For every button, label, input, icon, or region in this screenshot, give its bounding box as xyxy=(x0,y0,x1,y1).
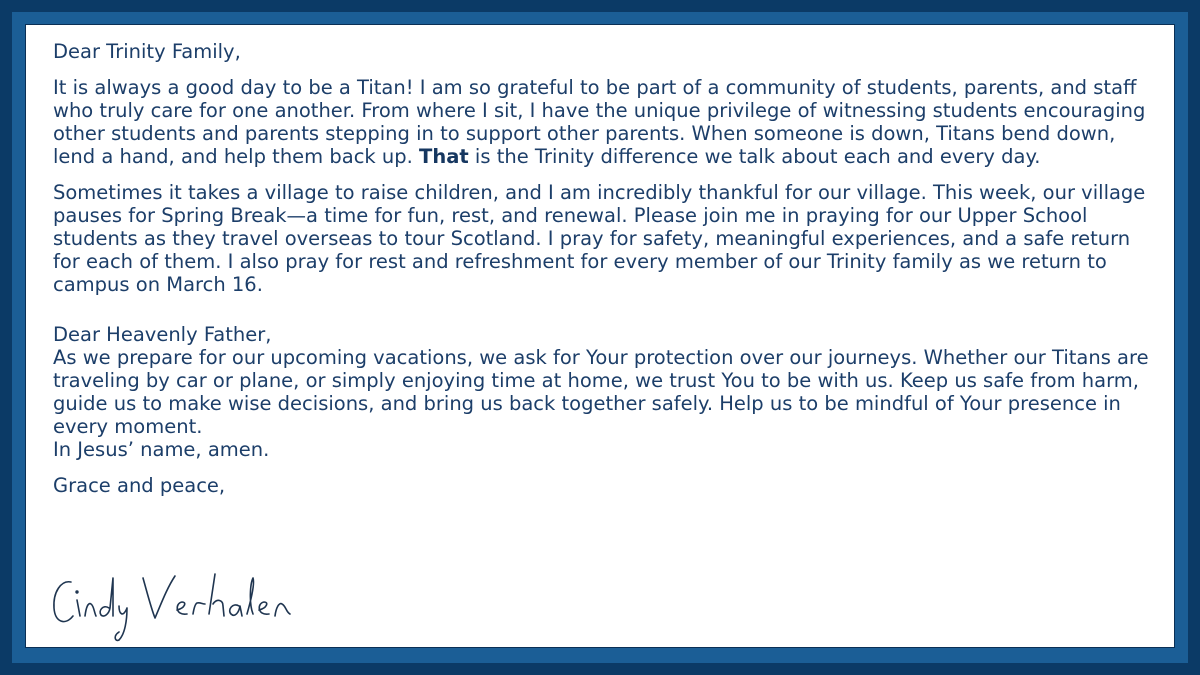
signature-r xyxy=(193,603,205,614)
prayer-opening: Dear Heavenly Father, xyxy=(53,323,272,346)
signature-i-dot xyxy=(76,591,78,593)
signature-c xyxy=(54,582,73,622)
salutation: Dear Trinity Family, xyxy=(53,40,241,63)
signature-a xyxy=(230,605,242,616)
signature xyxy=(47,564,307,644)
signature-y xyxy=(115,606,127,640)
paragraph-2: Sometimes it takes a village to raise children, and I am incredibly thankful for our village. This week, our village pauses for Spring Break—a time for fun, rest, and renewal. Please join me in praying for our Upper School students as they travel overseas to tour Scotland. I pray for safety, meaningful experiences, and a safe return for each of them. I also pray for rest and refreshment for every member of our Trinity family as we return to campus on March 16. xyxy=(53,181,1146,296)
prayer-body: As we prepare for our upcoming vacations, we ask for Your protection over our journeys. Whether our Titans are traveling by car or plane, or simply enjoying time at home, we trust You to be with us. Keep us safe from harm, guide us to make wise decisions, and bring us back together safely. Help us to be mindful of Your presence in every moment. xyxy=(53,346,1149,438)
paragraph-1 xyxy=(53,76,1153,168)
signature-i xyxy=(77,600,80,616)
letter-card xyxy=(25,24,1175,648)
signature-d xyxy=(100,578,113,616)
prayer xyxy=(53,323,1153,461)
prayer-close: In Jesus’ name, amen. xyxy=(53,438,270,461)
closing: Grace and peace, xyxy=(53,474,226,497)
signature-n2 xyxy=(275,604,290,616)
signature-h xyxy=(209,574,224,616)
paragraph-1-text: It is always a good day to be a Titan! I am so grateful to be part of a community of students, parents, and staff who truly care for one another. From where I sit, I have the unique privilege of witnessing students encouraging other students and parents stepping in to support other parents. When someone is down, Titans bend down, lend a hand, and help them back up. xyxy=(53,76,1146,168)
paragraph-1-end: is the Trinity difference we talk about each and every day. xyxy=(468,145,1041,168)
signature-e xyxy=(177,602,187,614)
signature-e2 xyxy=(259,602,269,614)
signature-n xyxy=(85,604,96,616)
signature-l xyxy=(247,578,254,614)
letter-body xyxy=(53,40,1153,497)
emphasis-that: That xyxy=(419,145,469,168)
signature-v xyxy=(143,576,175,618)
